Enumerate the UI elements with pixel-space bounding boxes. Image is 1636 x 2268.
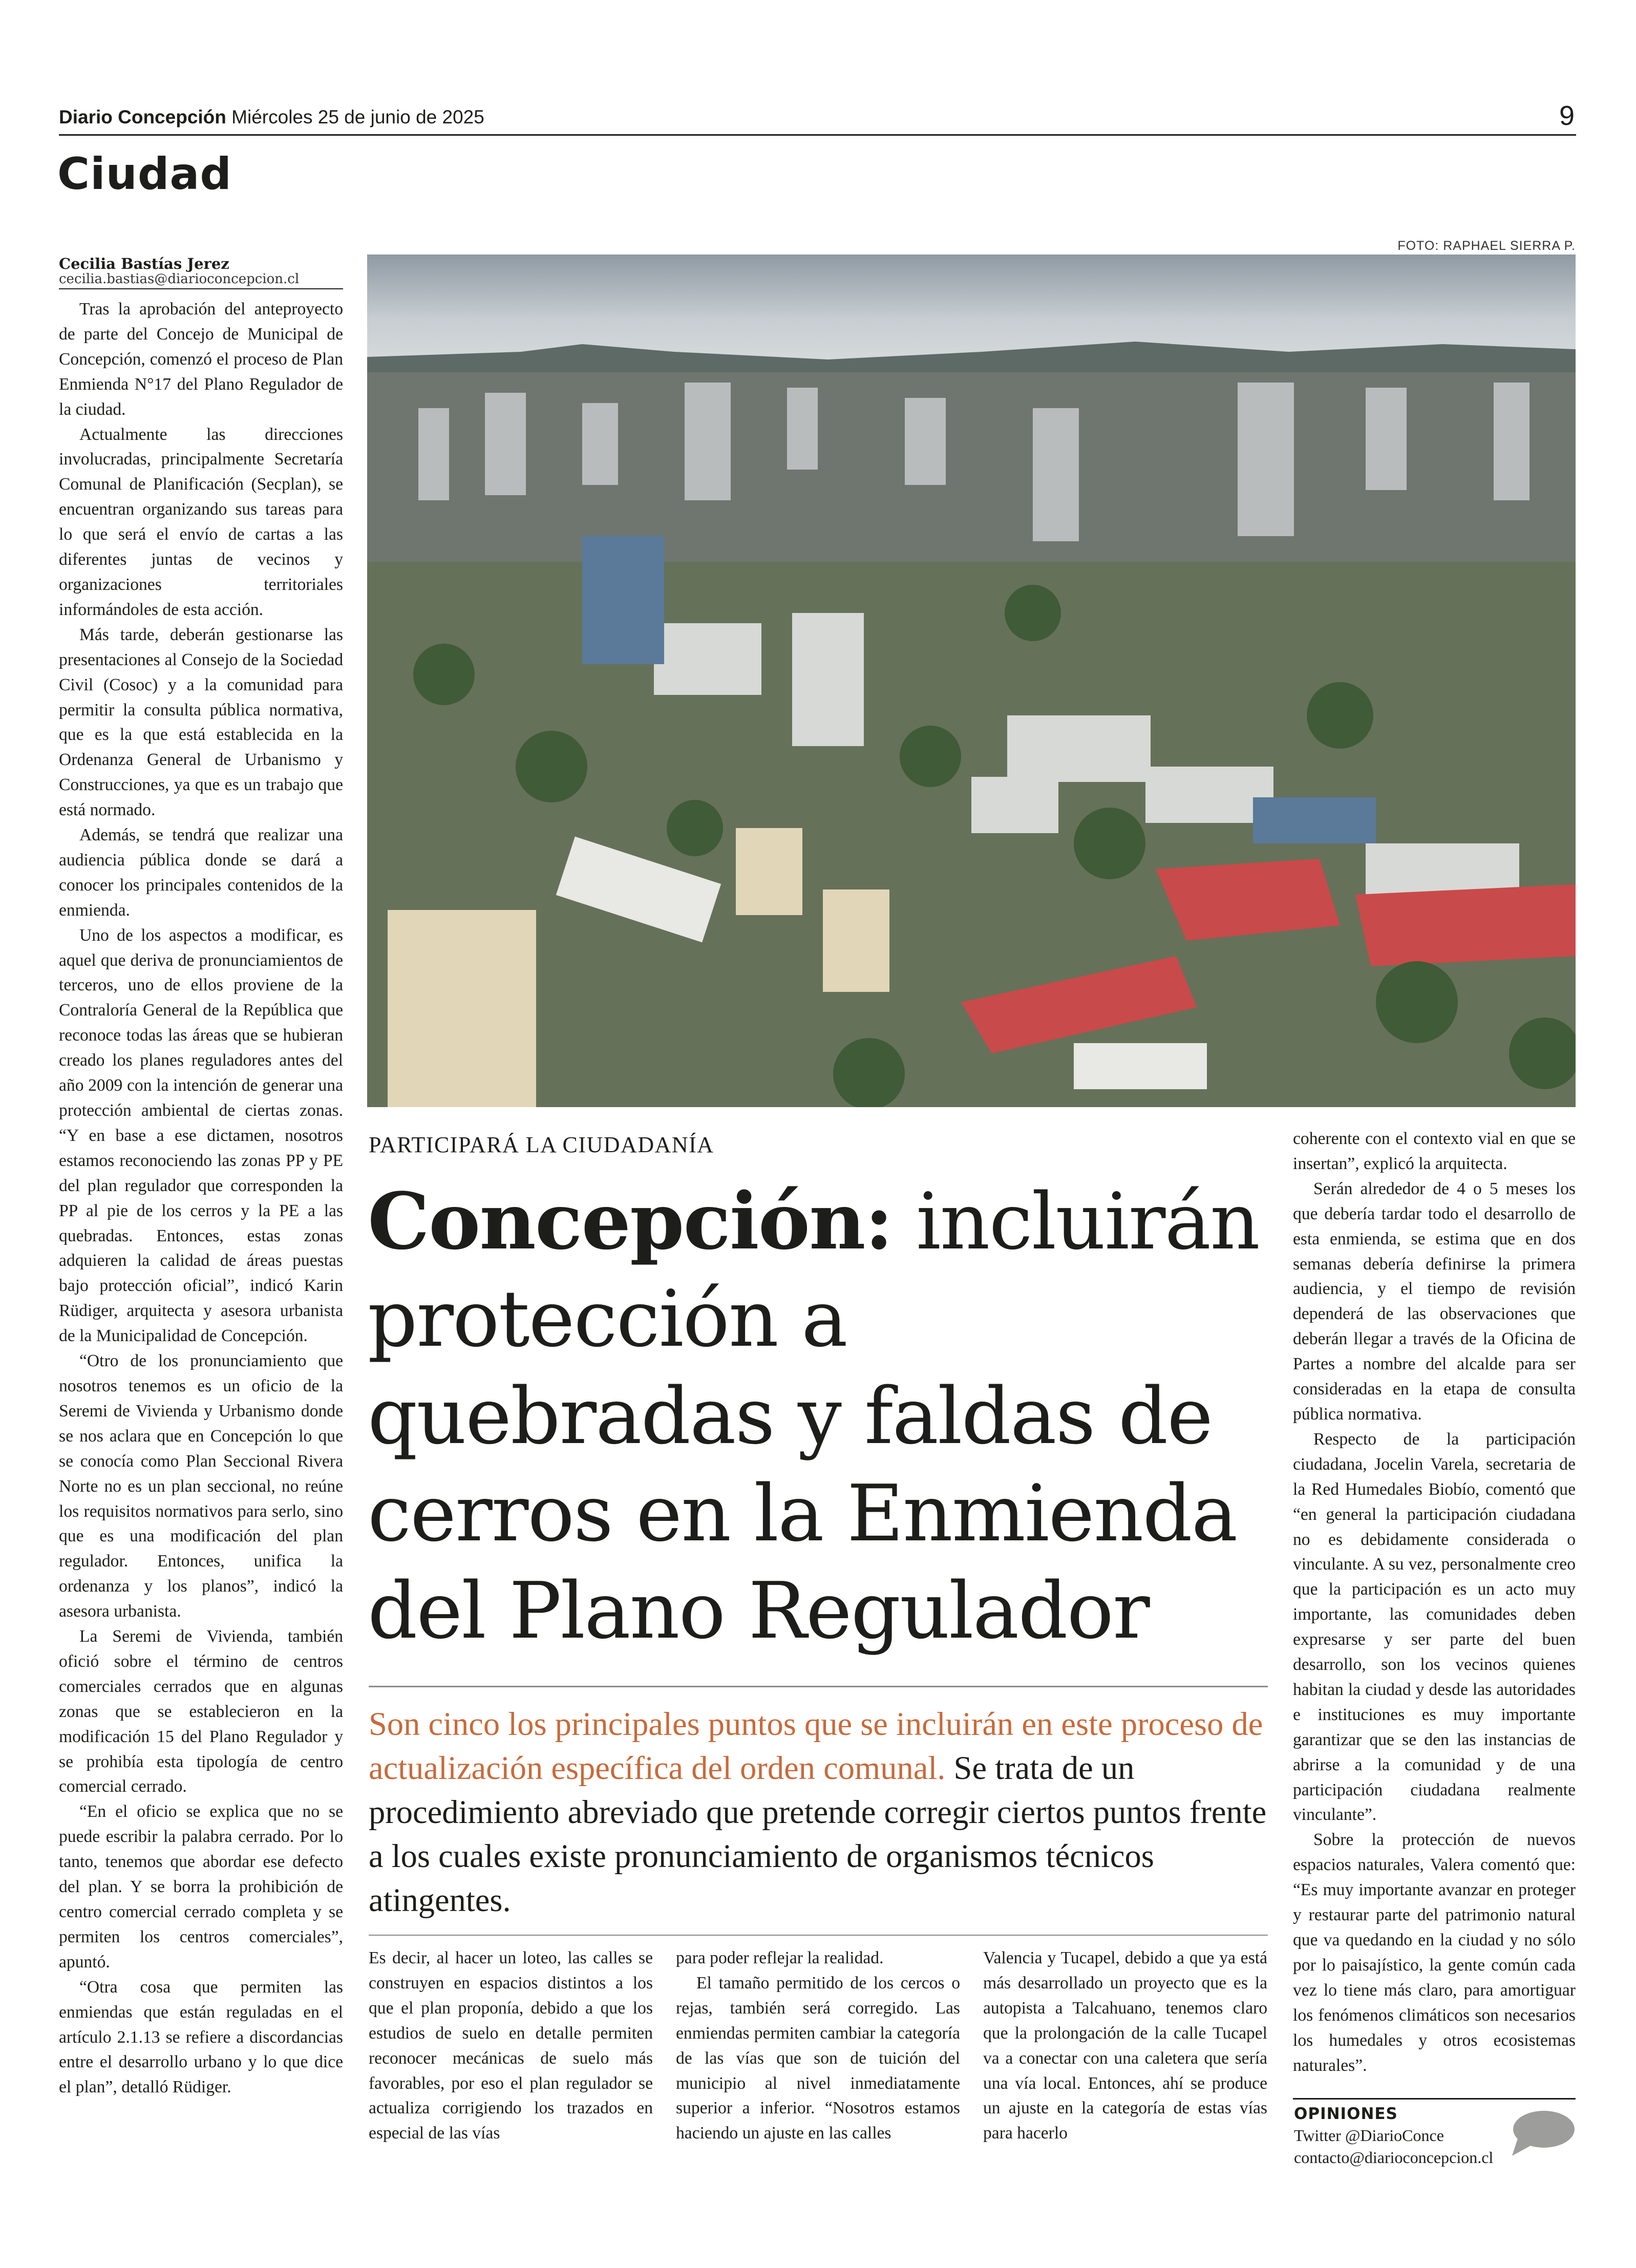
opiniones-title: OPINIONES <box>1294 2105 1398 2123</box>
article-paragraph: La Seremi de Vivienda, también ofició sobre el término de centros comerciales cerrados que en algunas zonas que se establecieron en la modificación 15 del Plano Regulador y se prohibía esta tipología de centro comercial cerrado. <box>59 1627 343 1796</box>
article-paragraph: Sobre la protección de nuevos espacios naturales, Valera comentó que: “Es muy importante avanzar en proteger y restaurar parte del patrimonio natural que va quedando en la ciudad y no sólo por lo paisajístico, la gente común cada vez lo tiene más claro, para amortiguar los fenómenos climáticos son necesarios los humedales y otros ecosistemas naturales”. <box>1293 1830 1576 2075</box>
speech-bubble-icon <box>1508 2109 1575 2157</box>
headline-bold: Concepción: <box>368 1175 893 1267</box>
article-paragraph: Más tarde, deberán gestionarse las presentaciones al Consejo de la Sociedad Civil (Cosoc) y a la comunidad para permitir la consulta pública normativa, que es la que está establecida en la Ordenanza General de Urbanismo y Construcciones, ya que es un trabajo que está normado. <box>59 625 343 820</box>
article-paragraph: Uno de los aspectos a modificar, es aquel que deriva de pronunciamientos de terceros, uno de ellos proviene de la Contraloría General de la República que reconoce todas las áreas que se hubieran creado los planes reguladores antes del año 2009 con la intención de generar una protección ambiental de ciertas zonas. “Y en base a ese dictamen, nosotros estamos reconociendo las zonas PP y PE del plan regulador que corresponden la PP al pie de los cerros y la PE a las quebradas. Entonces, estas zonas adquieren la calidad de áreas puestas bajo protección oficial”, indicó Karin Rüdiger, arquitecta y asesora urbanista de la Municipalidad de Concepción. <box>59 925 343 1346</box>
article-paragraph: “Otra cosa que permiten las enmiendas que están reguladas en el artículo 2.1.13 se refiere a discordancias entre el desarrollo urbano y lo que dice el plan”, detalló Rüdiger. <box>59 1977 343 2097</box>
article-paragraph: Es decir, al hacer un loteo, las calles se construyen en espacios distintos a los que el plan proponía, debido a que los estudios de suelo en detalle permiten reconocer mecánicas de suelo más favorables, por eso el plan regulador se actualiza corrigiendo los trazados en especial de las vías <box>369 1948 653 2143</box>
article-column-right <box>1293 1127 1576 2078</box>
article-paragraph: Tras la aprobación del anteproyecto de parte del Concejo de Municipal de Concepción, comenzó el proceso de Plan Enmienda N°17 del Plano Regulador de la ciudad. <box>59 300 343 419</box>
byline-email: cecilia.bastias@diarioconcepcion.cl <box>59 271 300 287</box>
opiniones-rule <box>1293 2098 1576 2100</box>
article-paragraph: Respecto de la participación ciudadana, Jocelin Varela, secretaria de la Red Humedales Biobío, comentó que “en general la participación ciudadana no es debidamente considerada o vinculante. A su vez, personalmente creo que la participación es un acto muy importante, las comunidades deben expresarse y ser parte del buen desarrollo, son los vecinos quienes habitan la ciudad y desde las autoridades e instituciones es muy importante garantizar que se den las instancias de abrirse a la comunidad y de una participación ciudadana realmente vinculante”. <box>1293 1429 1576 1825</box>
city-aerial-photo <box>367 255 1576 1107</box>
article-paragraph: para poder reflejar la realidad. <box>676 1948 884 1967</box>
deck-highlight: Son cinco los principales puntos que se incluirán en este proceso de actualización específica del orden comunal. <box>369 1706 1263 1786</box>
publication-name: Diario Concepción <box>59 107 226 128</box>
article-paragraph: Serán alrededor de 4 o 5 meses los que debería tardar todo el desarrollo de esta enmienda, se estima que en dos semanas debería definirse la primera audiencia, y el tiempo de revisión dependerá de las observaciones que deberán llegar a través de la Oficina de Partes a nombre del alcalde para ser consideradas en la etapa de consulta pública normativa. <box>1293 1179 1576 1424</box>
city-illustration <box>367 255 1576 1107</box>
article-column-mid-3 <box>983 1946 1267 2146</box>
article-column-mid-1 <box>369 1946 653 2146</box>
opiniones-email[interactable]: contacto@diarioconcepcion.cl <box>1294 2148 1494 2167</box>
opiniones-twitter[interactable]: Twitter @DiarioConce <box>1294 2126 1444 2145</box>
article-paragraph: El tamaño permitido de los cercos o rejas, también será corregido. Las enmiendas permiten cambiar la categoría de las vías que son de tuición del municipio al nivel inmediatamente superior a inferior. “Nosotros estamos haciendo un ajuste en las calles <box>676 1973 960 2143</box>
article-headline <box>368 1173 1269 1660</box>
byline-author: Cecilia Bastías Jerez <box>59 255 229 272</box>
body-rule <box>369 1935 1268 1936</box>
section-title: Ciudad <box>57 149 232 200</box>
article-paragraph: “Otro de los pronunciamiento que nosotros tenemos es un oficio de la Seremi de Vivienda y Urbanismo donde se nos aclara que en Concepción lo que se conocía como Plan Seccional Rivera Norte no es un plan seccional, no reúne los requisitos normativos para serlo, sino que es una modificación del plan regulador. Entonces, unifica la ordenanza y los planos”, indicó la asesora urbanista. <box>59 1351 343 1621</box>
article-column-mid-2 <box>676 1946 960 2146</box>
article-column-left <box>59 297 343 2100</box>
article-paragraph: Valencia y Tucapel, debido a que ya está más desarrollado un proyecto que es la autopista a Talcahuano, tenemos claro que la prolongación de la calle Tucapel va a conectar con una caletera que sería una vía local. Entonces, ahí se produce un ajuste en la categoría de estas vías para hacerlo <box>983 1948 1267 2143</box>
article-paragraph: Actualmente las direcciones involucradas, principalmente Secretaría Comunal de Planificación (Secplan), se encuentran organizando sus tareas para lo que será el envío de cartas a las diferentes juntas de vecinos y organizaciones territoriales informándoles de esta acción. <box>59 425 343 619</box>
issue-date: Miércoles 25 de junio de 2025 <box>231 107 484 128</box>
article-kicker: PARTICIPARÁ LA CIUDADANÍA <box>369 1132 714 1157</box>
photo-credit: FOTO: RAPHAEL SIERRA P. <box>1397 239 1576 253</box>
masthead <box>59 107 484 128</box>
headline-rest: incluirán protección a quebradas y faldas de cerros en la Enmienda del Plano Regulador <box>368 1176 1259 1656</box>
article-paragraph: coherente con el contexto vial en que se insertan”, explicó la arquitecta. <box>1293 1129 1576 1173</box>
deck-rule <box>369 1686 1268 1687</box>
article-paragraph: “En el oficio se explica que no se puede escribir la palabra cerrado. Por lo tanto, tenemos que abordar ese defecto del plan. Y se borra la prohibición de centro comercial cerrado completa y se permiten los centros comerciales”, apuntó. <box>59 1802 343 1972</box>
header-rule <box>59 134 1576 136</box>
article-paragraph: Además, se tendrá que realizar una audiencia pública donde se dará a conocer los principales contenidos de la enmienda. <box>59 825 343 920</box>
byline-rule <box>59 288 343 289</box>
deck-rest: Se trata de un procedimiento abreviado que pretende corregir ciertos puntos frente a los cuales existe pronunciamiento de organismos técnicos atingentes. <box>369 1750 1267 1918</box>
page-number: 9 <box>1559 100 1575 131</box>
article-deck <box>369 1702 1270 1922</box>
